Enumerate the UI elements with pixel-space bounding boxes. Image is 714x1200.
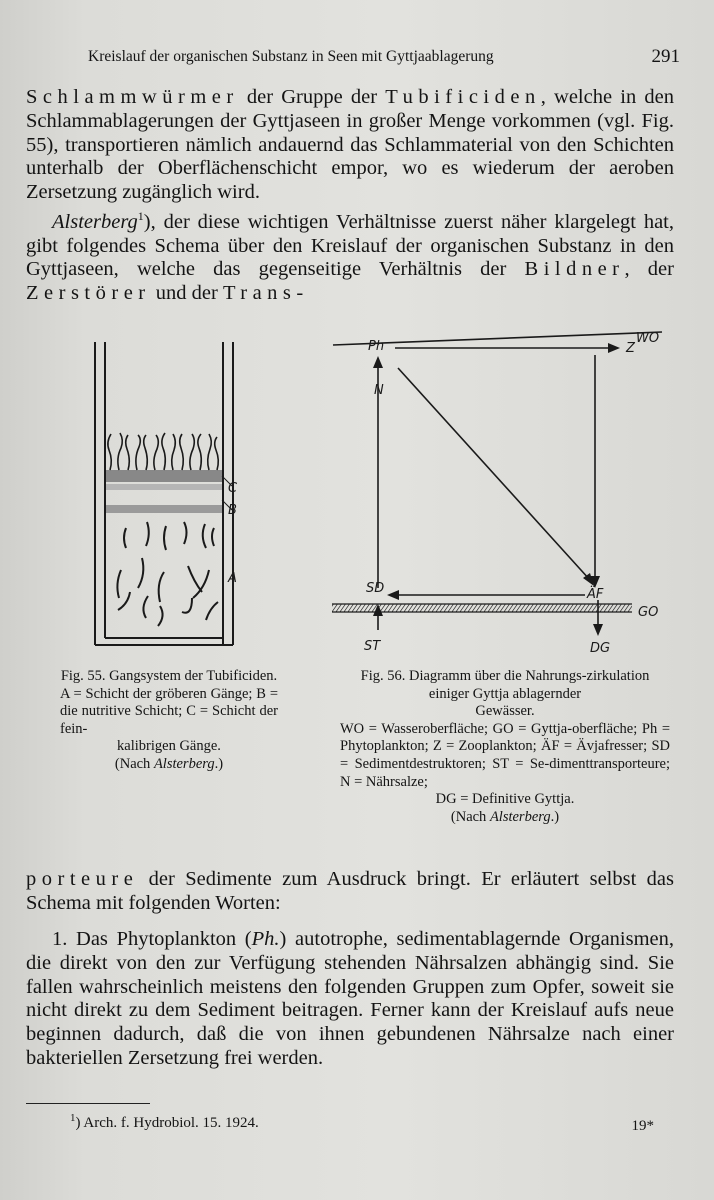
- footnote: [70, 1112, 259, 1132]
- spaced-term: Trans-: [222, 282, 309, 305]
- text-run: der Gruppe der: [238, 86, 386, 108]
- label-a: A: [228, 571, 237, 586]
- fig55-caption-title: Fig. 55. Gangsystem der Tubificiden.: [60, 668, 278, 684]
- fig56-caption-title2: Gewässer.: [475, 703, 535, 720]
- label-b: B: [228, 503, 237, 518]
- fig55-caption-source: (Nach Alsterberg.): [114, 755, 224, 772]
- paragraph-2-continued: [26, 868, 674, 916]
- fig55-caption-body2: kalibrigen Gänge.: [117, 738, 221, 755]
- text-run: ), der diese wichtigen Verhältnisse zuerst näher klargelegt hat, gibt folgendes Schema über den Kreislauf der organischen Substanz in den Gyttjaseen, welche das gegenseitige Verhältnis der: [26, 210, 674, 281]
- footnote-mark: 1: [70, 1112, 76, 1124]
- running-title: Kreislauf der organischen Substanz in Seen mit Gyttjaablagerung: [88, 48, 494, 65]
- label-af: ÄF: [587, 587, 604, 602]
- label-ph: Ph: [368, 339, 385, 354]
- fig56-caption-body: WO = Wasseroberfläche; GO = Gyttja-oberfläche; Ph = Phytoplankton; Z = Zooplankton; ÄF = Ävjafresser; SD = Sedimentdestruktoren; ST = Se-dimenttransporteure; N = Nährsalze;: [340, 720, 670, 790]
- footnote-rule: [26, 1103, 150, 1104]
- label-n: N: [374, 383, 384, 398]
- fig55-caption-body: A = Schicht der gröberen Gänge; B = die nutritive Schicht; C = Schicht der fein-: [60, 685, 278, 737]
- label-wo: WO: [636, 331, 660, 346]
- label-sd: SD: [366, 581, 385, 596]
- label-st: ST: [364, 639, 381, 654]
- fig56-caption-title: Fig. 56. Diagramm über die Nahrungs-zirkulation einiger Gyttja ablagernder: [360, 668, 650, 702]
- spaced-term: Bildner: [524, 258, 625, 281]
- worm-tails: [108, 433, 218, 470]
- label-dg: DG: [590, 641, 611, 656]
- paragraph-3: [26, 928, 674, 1071]
- text-run: 1. Das Phytoplankton (: [52, 928, 252, 950]
- spaced-term: Schlammwürmer: [26, 86, 239, 108]
- fig56-caption-body2: DG = Definitive Gyttja.: [435, 791, 575, 808]
- author-name: Alsterberg: [52, 210, 138, 233]
- fig56-caption: [340, 668, 670, 826]
- text-run: der Sedimente zum Ausdruck bringt. Er erläutert selbst das Schema mit folgenden Worten:: [26, 868, 674, 914]
- spaced-term: porteure: [26, 868, 139, 890]
- worm-burrows: [117, 522, 218, 626]
- label-go: GO: [638, 605, 659, 620]
- fig56-caption-source: (Nach Alsterberg.): [450, 808, 560, 825]
- spaced-term: Zerstörer: [26, 282, 151, 305]
- page-number: 291: [651, 46, 680, 67]
- spaced-term: Tubificiden: [385, 86, 541, 108]
- signature-mark: 19*: [631, 1118, 654, 1134]
- label-c: C: [228, 481, 238, 496]
- fig55-caption: [60, 668, 278, 774]
- text-run: , welche in den Schlammablagerungen der Gyttjaseen in großer Menge vorkommen (vgl. Fig. 55), transportieren nämlich andauernd das Schlammaterial von den Schichten unterhalb der Oberflächenschicht empor, wo es wiederum der aeroben Zersetzung zugänglich wird.: [26, 86, 674, 204]
- footnote-ref: 1: [137, 208, 144, 223]
- fig55-drawing: [95, 342, 233, 645]
- abbrev: Ph.: [251, 928, 280, 950]
- text-run: ) autotrophe, sedimentablagernde Organismen, die direkt von den zur Verfügung stehenden Nährsalzen abhängig sind. Sie fallen wahrscheinlich meistens den folgenden Gruppen zum Opfer, soweit sie nicht direkt zu dem Sediment beitragen. Ferner kann der Kreislauf aufs neue beginnen dadurch, daß die von ihnen gebundenen Nährsalze nach einer bakteriellen Zersetzung frei werden.: [26, 928, 675, 1069]
- footnote-text: ) Arch. f. Hydrobiol. 15. 1924.: [75, 1115, 259, 1131]
- text-run: und der: [150, 282, 223, 305]
- text-run: , der: [624, 258, 674, 281]
- label-z: Z: [626, 341, 635, 356]
